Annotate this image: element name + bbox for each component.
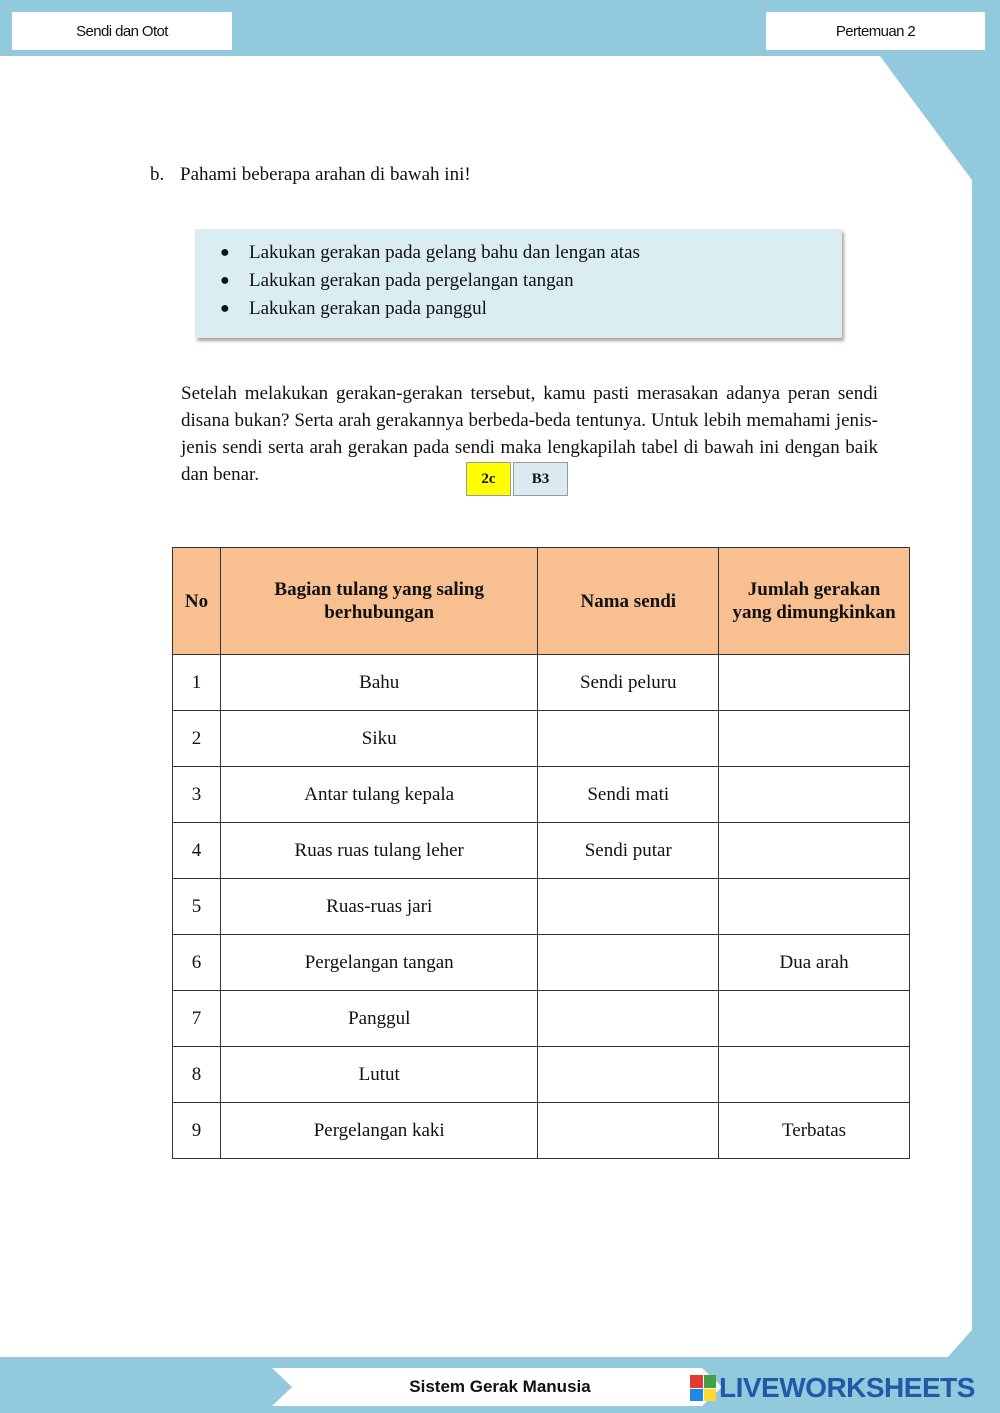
directions-box bbox=[195, 229, 842, 338]
cell-bone-parts: Bahu bbox=[220, 655, 537, 711]
instruction-text: Pahami beberapa arahan di bawah ini! bbox=[180, 164, 471, 185]
cell-no: 3 bbox=[173, 767, 221, 823]
cell-joint-name[interactable]: Sendi putar bbox=[538, 823, 719, 879]
bullet-icon: ● bbox=[220, 244, 230, 261]
column-header-movement-count: Jumlah gerakan yang dimungkinkan bbox=[719, 548, 910, 655]
cell-no: 5 bbox=[173, 879, 221, 935]
logo-icon bbox=[690, 1375, 716, 1401]
table-header-row bbox=[173, 548, 910, 655]
cell-joint-name[interactable] bbox=[538, 991, 719, 1047]
table-row bbox=[173, 655, 910, 711]
cell-bone-parts: Pergelangan kaki bbox=[220, 1103, 537, 1159]
directions-list bbox=[220, 239, 640, 323]
table-row bbox=[173, 935, 910, 991]
chapter-label: Sendi dan Otot bbox=[12, 12, 232, 50]
cell-joint-name[interactable] bbox=[538, 711, 719, 767]
cell-movement-count[interactable]: Dua arah bbox=[719, 935, 910, 991]
liveworksheets-logo[interactable] bbox=[690, 1372, 990, 1404]
cell-bone-parts: Siku bbox=[220, 711, 537, 767]
table-row bbox=[173, 1047, 910, 1103]
cell-movement-count[interactable] bbox=[719, 879, 910, 935]
table-row bbox=[173, 767, 910, 823]
cell-no: 6 bbox=[173, 935, 221, 991]
list-marker: b. bbox=[150, 164, 165, 185]
table-row bbox=[173, 1103, 910, 1159]
meeting-label: Pertemuan 2 bbox=[766, 12, 985, 50]
cell-bone-parts: Lutut bbox=[220, 1047, 537, 1103]
list-item: ● Lakukan gerakan pada panggul bbox=[220, 295, 640, 323]
logo-text: LIVEWORKSHEETS bbox=[719, 1372, 975, 1403]
bullet-icon: ● bbox=[220, 300, 230, 317]
cell-movement-count[interactable] bbox=[719, 711, 910, 767]
column-header-bone-parts: Bagian tulang yang saling berhubungan bbox=[220, 548, 537, 655]
cell-joint-name[interactable] bbox=[538, 935, 719, 991]
column-header-no: No bbox=[173, 548, 221, 655]
cell-joint-name[interactable] bbox=[538, 879, 719, 935]
table-row bbox=[173, 991, 910, 1047]
cell-no: 9 bbox=[173, 1103, 221, 1159]
table-row bbox=[173, 879, 910, 935]
column-header-joint-name: Nama sendi bbox=[538, 548, 719, 655]
joints-table bbox=[172, 547, 910, 1159]
cell-bone-parts: Pergelangan tangan bbox=[220, 935, 537, 991]
cell-bone-parts: Ruas-ruas jari bbox=[220, 879, 537, 935]
cell-movement-count[interactable] bbox=[719, 823, 910, 879]
instruction bbox=[150, 164, 471, 186]
cell-movement-count[interactable] bbox=[719, 655, 910, 711]
cell-movement-count[interactable] bbox=[719, 767, 910, 823]
cell-no: 1 bbox=[173, 655, 221, 711]
cell-movement-count[interactable] bbox=[719, 991, 910, 1047]
cell-no: 2 bbox=[173, 711, 221, 767]
cell-joint-name[interactable]: Sendi peluru bbox=[538, 655, 719, 711]
cell-joint-name[interactable]: Sendi mati bbox=[538, 767, 719, 823]
cell-movement-count[interactable] bbox=[719, 1047, 910, 1103]
level-tag: 2c bbox=[466, 462, 511, 496]
cell-bone-parts: Ruas ruas tulang leher bbox=[220, 823, 537, 879]
list-item: ● Lakukan gerakan pada pergelangan tangan bbox=[220, 267, 640, 295]
table-row bbox=[173, 823, 910, 879]
cell-no: 4 bbox=[173, 823, 221, 879]
bullet-icon: ● bbox=[220, 272, 230, 289]
cell-joint-name[interactable] bbox=[538, 1047, 719, 1103]
cell-joint-name[interactable] bbox=[538, 1103, 719, 1159]
table-row bbox=[173, 711, 910, 767]
cell-bone-parts: Panggul bbox=[220, 991, 537, 1047]
cell-no: 7 bbox=[173, 991, 221, 1047]
footer-title: Sistem Gerak Manusia bbox=[409, 1377, 591, 1396]
cell-no: 8 bbox=[173, 1047, 221, 1103]
code-tag: B3 bbox=[513, 462, 568, 496]
cell-bone-parts: Antar tulang kepala bbox=[220, 767, 537, 823]
list-item: ● Lakukan gerakan pada gelang bahu dan lengan atas bbox=[220, 239, 640, 267]
cell-movement-count[interactable]: Terbatas bbox=[719, 1103, 910, 1159]
explanation-paragraph: Setelah melakukan gerakan-gerakan tersebut, kamu pasti merasakan adanya peran sendi disana bukan? Serta arah gerakannya berbeda-beda tentunya. Untuk lebih memahami jenis-jenis sendi serta arah gerakan pada sendi maka lengkapilah tabel di bawah ini dengan baik dan benar. bbox=[181, 383, 878, 485]
